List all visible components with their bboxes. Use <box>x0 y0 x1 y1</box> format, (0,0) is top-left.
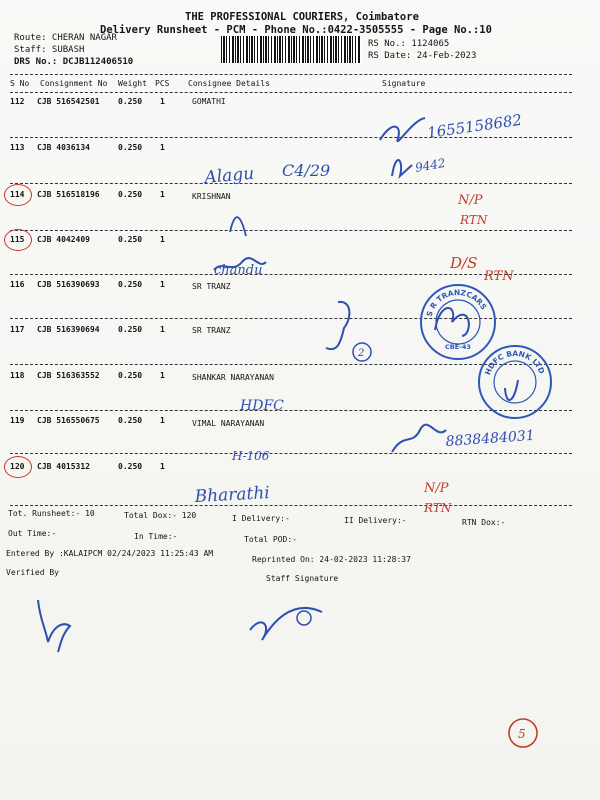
col-consignee: Consignee Details <box>188 79 270 88</box>
row-112-pcs: 1 <box>160 97 165 106</box>
row-115-sno: 115 <box>10 235 25 244</box>
i-delivery: I Delivery:- <box>232 514 290 523</box>
row-117-consignment: CJB 516390694 <box>37 325 100 334</box>
hw-113-door: C4/29 <box>282 161 331 180</box>
drs-number: DRS No.: DCJB112406510 <box>14 57 134 67</box>
row-112-sno: 112 <box>10 97 25 106</box>
hw-117-mark: 2 <box>358 348 365 359</box>
runsheet-title: Delivery Runsheet - PCM - Phone No.:0422-3505555 - Page No.:10 <box>100 24 492 36</box>
row-116-weight: 0.250 <box>118 280 143 289</box>
row-117-consignee: SR TRANZ <box>192 326 231 335</box>
row-118-sno: 118 <box>10 371 25 380</box>
sr-tranzcars-stamp-sub: CBE-43 <box>445 343 471 351</box>
row-116-consignee: SR TRANZ <box>192 282 231 291</box>
ii-delivery: II Delivery:- <box>344 516 407 525</box>
hw-118-bank: HDFC <box>240 398 284 414</box>
hw-119-note: H-106 <box>232 449 270 463</box>
row-118-consignment: CJB 516363552 <box>37 371 100 380</box>
row-120-sno: 120 <box>10 462 25 471</box>
verified-by: Verified By <box>6 568 59 577</box>
row-115-weight: 0.250 <box>118 235 143 244</box>
hw-115-ds: D/S <box>450 254 478 272</box>
row-120-pcs: 1 <box>160 462 165 471</box>
hw-115-rtn: RTN <box>484 269 514 284</box>
row-118-pcs: 1 <box>160 371 165 380</box>
row-119-consignee: VIMAL NARAYANAN <box>192 419 265 428</box>
entered-by: Entered By :KALAIPCM 02/24/2023 11:25:43 AM <box>6 549 214 558</box>
hw-116-sign: chandu <box>214 263 263 278</box>
row-114-consignee: KRISHNAN <box>192 192 231 201</box>
hw-120-rtn: RTN <box>424 501 452 515</box>
rs-number: RS No.: 1124065 <box>368 39 450 49</box>
row-118-weight: 0.250 <box>118 371 143 380</box>
row-120-consignment: CJB 4015312 <box>37 462 90 471</box>
hdfc-stamp-text: HDFC BANK LTD <box>483 348 547 377</box>
hw-113-phone: 9442 <box>414 155 447 175</box>
row-114-sno: 114 <box>10 190 25 199</box>
row-116-consignment: CJB 516390693 <box>37 280 100 289</box>
total-pod: Total POD:- <box>244 535 297 544</box>
row-113-consignment: CJB 4036134 <box>37 143 90 152</box>
row-119-pcs: 1 <box>160 416 165 425</box>
rtn-dox: RTN Dox:- <box>462 518 506 527</box>
row-112-consignment: CJB 516542501 <box>37 97 100 106</box>
tot-runsheet: Tot. Runsheet:- 10 <box>8 509 95 518</box>
row-115-consignment: CJB 4042409 <box>37 235 90 244</box>
row-113-sno: 113 <box>10 143 25 152</box>
staff-signature-label: Staff Signature <box>266 574 339 583</box>
col-consignment: Consignment No <box>40 79 108 88</box>
row-117-pcs: 1 <box>160 325 165 334</box>
hw-114-rtn: RTN <box>460 213 488 227</box>
hw-page-number: 5 <box>518 727 526 741</box>
hw-114-np: N/P <box>458 193 483 208</box>
col-signature: Signature <box>382 79 426 88</box>
hw-120-np: N/P <box>424 481 449 496</box>
route-label: Route: CHERAN NAGAR <box>14 33 117 43</box>
row-112-weight: 0.250 <box>118 97 143 106</box>
row-112-consignee: GOMATHI <box>192 97 226 106</box>
row-116-sno: 116 <box>10 280 25 289</box>
hw-113-name: Alagu <box>203 163 255 188</box>
row-117-weight: 0.250 <box>118 325 143 334</box>
row-113-weight: 0.250 <box>118 143 143 152</box>
col-weight: Weight <box>118 79 147 88</box>
row-119-consignment: CJB 516550675 <box>37 416 100 425</box>
hw-112-phone: 1655158682 <box>426 110 524 142</box>
row-115-pcs: 1 <box>160 235 165 244</box>
in-time: In Time:- <box>134 532 178 541</box>
col-pcs: PCS <box>155 79 170 88</box>
hw-119-phone: 8838484031 <box>445 427 536 450</box>
sr-tranzcars-stamp-text: S R TRANZCARS <box>424 287 489 318</box>
staff-label: Staff: SUBASH <box>14 45 85 55</box>
row-113-pcs: 1 <box>160 143 165 152</box>
company-title: THE PROFESSIONAL COURIERS, Coimbatore <box>185 11 419 23</box>
out-time: Out Time:- <box>8 529 57 538</box>
row-114-pcs: 1 <box>160 190 165 199</box>
col-sno: S No <box>10 79 30 88</box>
row-118-consignee: SHANKAR NARAYANAN <box>192 373 274 382</box>
row-119-sno: 119 <box>10 416 25 425</box>
row-120-weight: 0.250 <box>118 462 143 471</box>
row-117-sno: 117 <box>10 325 25 334</box>
row-114-consignment: CJB 516518196 <box>37 190 100 199</box>
total-dox: Total Dox:- 120 <box>124 511 197 520</box>
reprinted-on: Reprinted On: 24-02-2023 11:28:37 <box>252 555 411 564</box>
row-119-weight: 0.250 <box>118 416 143 425</box>
hw-120-name: Bharathi <box>194 483 271 507</box>
row-114-weight: 0.250 <box>118 190 143 199</box>
row-116-pcs: 1 <box>160 280 165 289</box>
rs-date: RS Date: 24-Feb-2023 <box>368 51 477 61</box>
